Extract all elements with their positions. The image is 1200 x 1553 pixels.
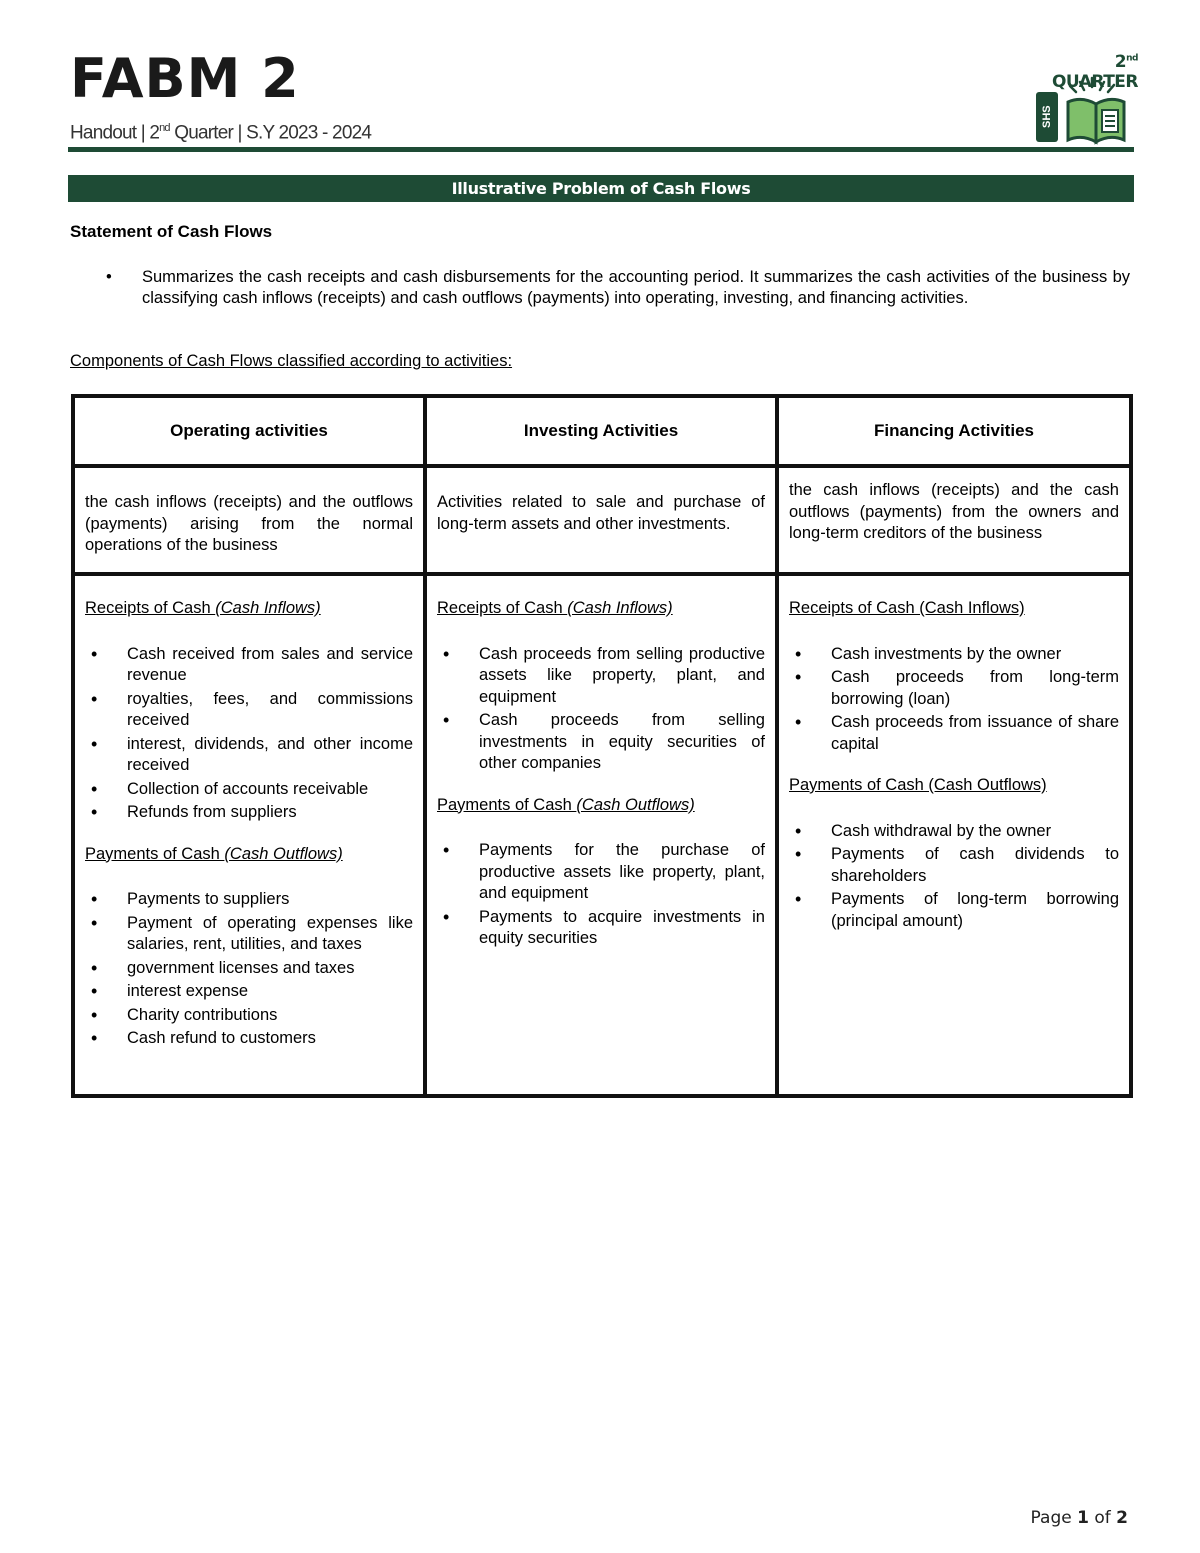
logo-quarter-text: 2nd QUARTER <box>1051 52 1138 92</box>
list-item: • royalties, fees, and commissions received <box>85 689 413 732</box>
components-label: Components of Cash Flows classified according to activities: <box>70 352 513 370</box>
definition-investing: Activities related to sale and purchase of long-term assets and other investments. <box>437 493 765 533</box>
list-item: • Cash proceeds from selling productive assets like property, plant, and equipment <box>437 644 765 709</box>
bullet-icon: • <box>106 268 112 286</box>
operating-payments-list <box>85 889 413 1050</box>
intro-list-item <box>106 267 1130 309</box>
list-item: • interest expense <box>85 981 413 1003</box>
open-book-icon <box>1062 76 1138 146</box>
investing-payments-heading: Payments of Cash (Cash Outflows) <box>437 795 695 814</box>
list-item: • Cash investments by the owner <box>789 644 1119 666</box>
header-investing: Investing Activities <box>425 396 777 466</box>
list-item: • interest, dividends, and other income received <box>85 734 413 777</box>
list-item: • Cash withdrawal by the owner <box>789 821 1119 843</box>
definition-operating-cell <box>73 466 425 574</box>
list-item: • Charity contributions <box>85 1005 413 1027</box>
financing-receipts-heading: Receipts of Cash (Cash Inflows) <box>789 599 1025 617</box>
list-item: • Payments of cash dividends to shareholders <box>789 844 1119 887</box>
definition-financing: the cash inflows (receipts) and the cash outflows (payments) from the owners and long-term creditors of the business <box>789 481 1119 542</box>
intro-text: Summarizes the cash receipts and cash disbursements for the accounting period. It summarizes the cash activities of the business by classifying cash inflows (receipts) and cash outflows (payments) into operating, investing, and financing activities. <box>142 268 1130 307</box>
operating-receipts-list <box>85 644 413 824</box>
definition-financing-cell <box>777 466 1131 574</box>
header-operating: Operating activities <box>73 396 425 466</box>
table-header-row <box>73 396 1131 466</box>
page-number: Page 1 of 2 <box>1030 1508 1128 1528</box>
document-subtitle: Handout | 2nd Quarter | S.Y 2023 - 2024 <box>70 122 372 144</box>
list-item: • Cash received from sales and service revenue <box>85 644 413 687</box>
definitions-row <box>73 466 1131 574</box>
definition-investing-cell <box>425 466 777 574</box>
investing-receipts-list <box>437 644 765 775</box>
investing-payments-list <box>437 840 765 950</box>
list-item: • Payments for the purchase of productive assets like property, plant, and equipment <box>437 840 765 905</box>
list-item: • Refunds from suppliers <box>85 802 413 824</box>
list-item: • Payments to acquire investments in equity securities <box>437 907 765 950</box>
financing-items-cell <box>777 574 1131 1096</box>
list-item: • Collection of accounts receivable <box>85 779 413 801</box>
list-item: • government licenses and taxes <box>85 958 413 980</box>
header-divider <box>68 147 1134 152</box>
cash-flows-table <box>71 394 1133 1098</box>
definition-operating: the cash inflows (receipts) and the outflows (payments) arising from the normal operations of the business <box>85 493 413 554</box>
financing-payments-heading: Payments of Cash (Cash Outflows) <box>789 776 1047 794</box>
section-title: Statement of Cash Flows <box>70 222 273 241</box>
quarter-logo <box>1038 52 1138 147</box>
list-item: • Cash proceeds from long-term borrowing (loan) <box>789 667 1119 710</box>
items-row <box>73 574 1131 1096</box>
section-banner: Illustrative Problem of Cash Flows <box>68 175 1134 202</box>
financing-receipts-list <box>789 644 1119 756</box>
list-item: • Payment of operating expenses like salaries, rent, utilities, and taxes <box>85 913 413 956</box>
list-item: • Cash proceeds from selling investments in equity securities of other companies <box>437 710 765 775</box>
logo-side-text: SHS <box>1036 92 1058 142</box>
list-item: • Payments to suppliers <box>85 889 413 911</box>
investing-receipts-heading: Receipts of Cash (Cash Inflows) <box>437 599 673 617</box>
header-financing: Financing Activities <box>777 396 1131 466</box>
list-item: • Payments of long-term borrowing (principal amount) <box>789 889 1119 932</box>
list-item: • Cash refund to customers <box>85 1028 413 1050</box>
operating-receipts-heading: Receipts of Cash (Cash Inflows) <box>85 599 321 617</box>
operating-items-cell <box>73 574 425 1096</box>
operating-payments-heading: Payments of Cash (Cash Outflows) <box>85 844 343 863</box>
list-item: • Cash proceeds from issuance of share capital <box>789 712 1119 755</box>
financing-payments-list <box>789 821 1119 933</box>
document-title: FABM 2 <box>70 47 300 110</box>
investing-items-cell <box>425 574 777 1096</box>
